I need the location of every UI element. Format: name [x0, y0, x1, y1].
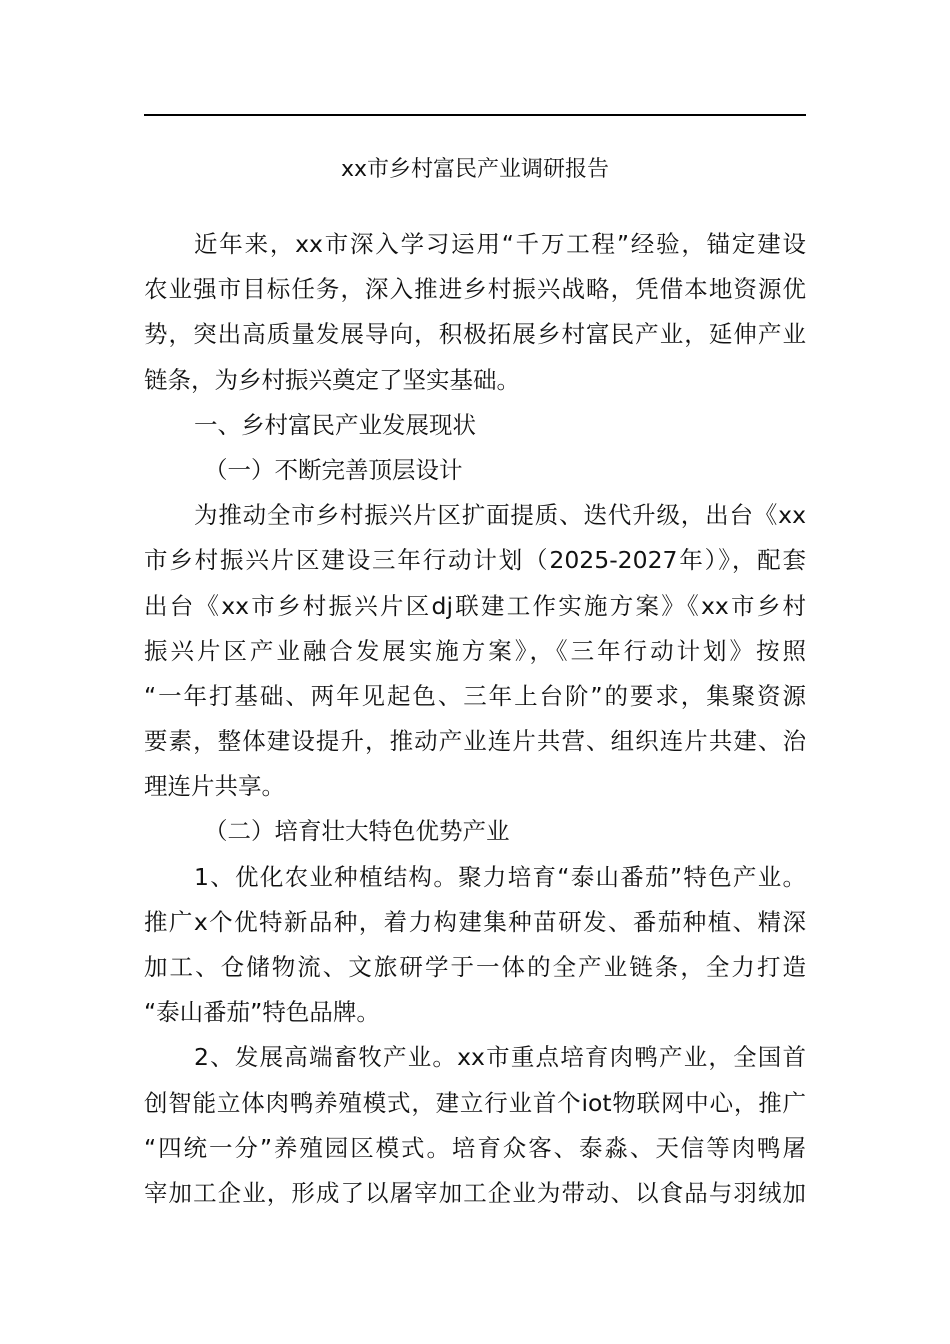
header-rule — [144, 114, 806, 116]
section-heading-1: 一、乡村富民产业发展现状 — [194, 410, 476, 439]
paragraph-design-line-7: 理连片共享。 — [144, 772, 285, 801]
paragraph-livestock-line-1: 2、发展高端畜牧产业。xx市重点培育肉鸭产业，全国首 — [194, 1043, 806, 1072]
subsection-heading-2: （二）培育壮大特色优势产业 — [204, 817, 510, 846]
paragraph-planting-line-4: “泰山番茄”特色品牌。 — [144, 998, 380, 1027]
paragraph-intro-line-2: 农业强市目标任务，深入推进乡村振兴战略，凭借本地资源优 — [144, 275, 806, 304]
paragraph-design-line-2: 市乡村振兴片区建设三年行动计划（2025-2027年）》，配套 — [144, 546, 806, 575]
paragraph-livestock-line-4: 宰加工企业，形成了以屠宰加工企业为带动、以食品与羽绒加 — [144, 1178, 806, 1207]
paragraph-design-line-3: 出台《xx市乡村振兴片区dj联建工作实施方案》《xx市乡村 — [144, 591, 806, 620]
paragraph-intro-line-1: 近年来，xx市深入学习运用“千万工程”经验，锚定建设 — [194, 230, 806, 258]
subsection-heading-1: （一）不断完善顶层设计 — [204, 455, 463, 484]
paragraph-intro-line-4: 链条，为乡村振兴奠定了坚实基础。 — [144, 365, 520, 394]
paragraph-planting-line-2: 推广x个优特新品种，着力构建集种苗研发、番茄种植、精深 — [144, 907, 806, 936]
paragraph-intro-line-3: 势，突出高质量发展导向，积极拓展乡村富民产业，延伸产业 — [144, 320, 806, 349]
paragraph-planting-line-1: 1、优化农业种植结构。聚力培育“泰山番茄”特色产业。 — [194, 862, 806, 891]
paragraph-planting-line-3: 加工、仓储物流、文旅研学于一体的全产业链条，全力打造 — [144, 953, 806, 981]
paragraph-design-line-6: 要素，整体建设提升，推动产业连片共营、组织连片共建、治 — [144, 727, 806, 756]
paragraph-livestock-line-2: 创智能立体肉鸭养殖模式，建立行业首个iot物联网中心，推广 — [144, 1088, 806, 1117]
paragraph-livestock-line-3: “四统一分”养殖园区模式。培育众客、泰淼、天信等肉鸭屠 — [144, 1133, 806, 1162]
document-title: xx市乡村富民产业调研报告 — [340, 157, 610, 182]
paragraph-design-line-1: 为推动全市乡村振兴片区扩面提质、迭代升级，出台《xx — [194, 501, 806, 530]
document-body — [144, 222, 806, 1216]
paragraph-design-line-5: “一年打基础、两年见起色、三年上台阶”的要求，集聚资源 — [144, 681, 806, 710]
paragraph-design-line-4: 振兴片区产业融合发展实施方案》，《三年行动计划》按照 — [144, 636, 806, 665]
